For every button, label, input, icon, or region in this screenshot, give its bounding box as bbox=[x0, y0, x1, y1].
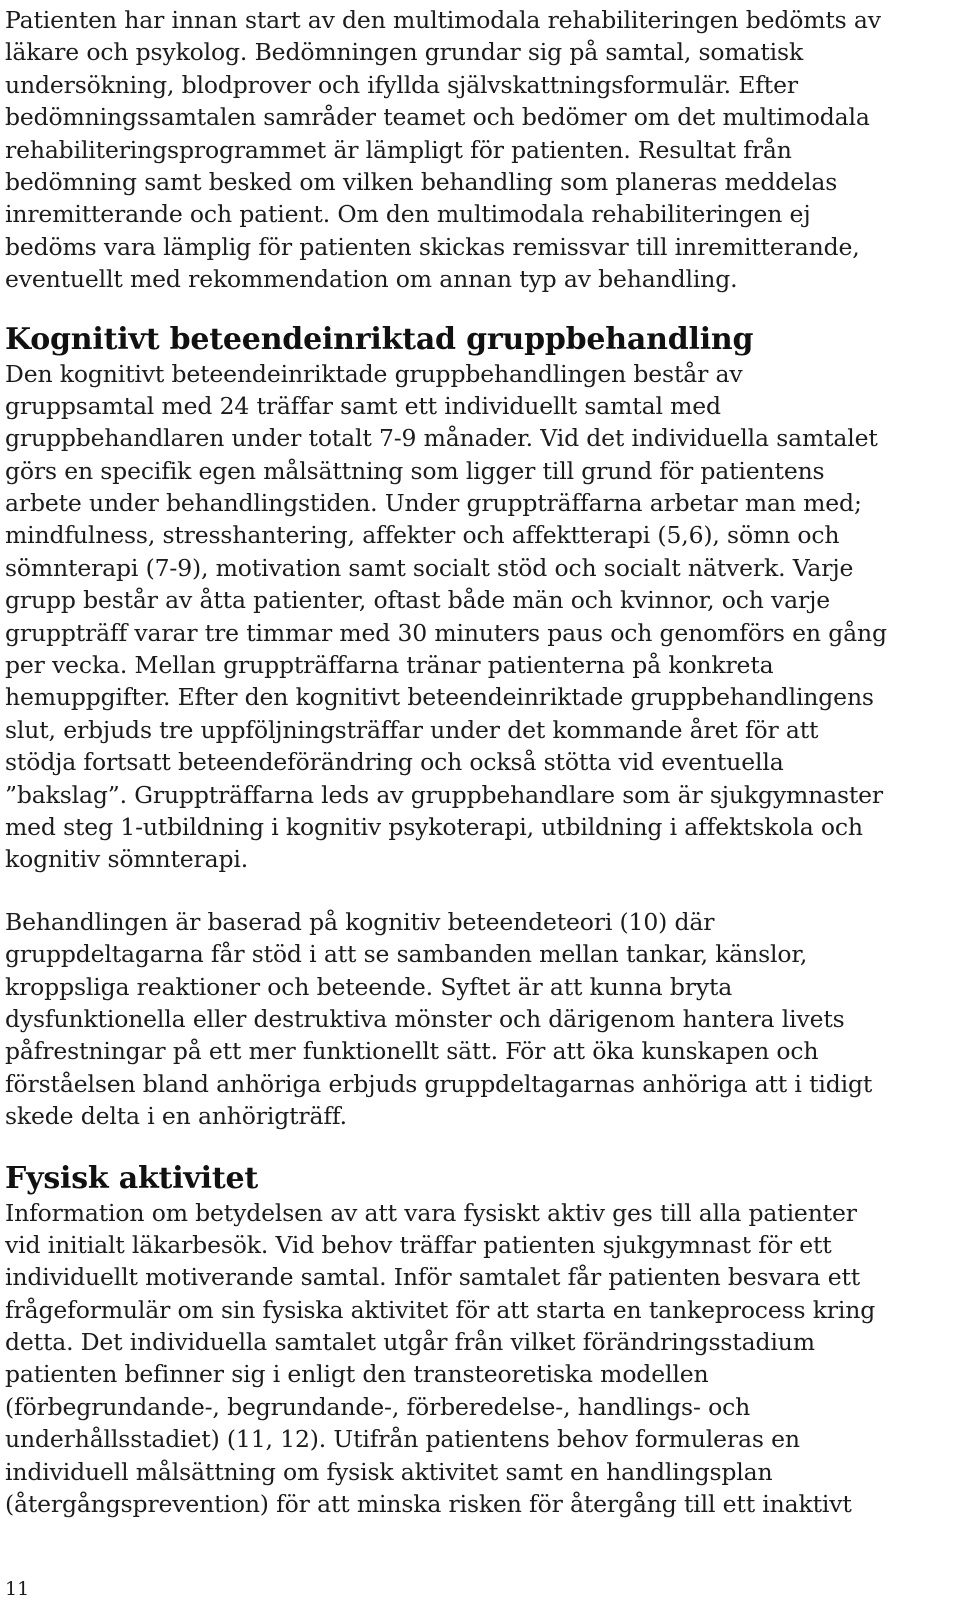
text-line: (förbegrundande-, begrundande-, förberedelse-, handlings- och bbox=[5, 1392, 751, 1421]
text-line: Behandlingen är baserad på kognitiv beteendeteori (10) där bbox=[5, 907, 715, 936]
text-line: kognitiv sömnterapi. bbox=[5, 845, 249, 874]
kbt-paragraph-2 bbox=[5, 906, 945, 1133]
text-line: läkare och psykolog. Bedömningen grundar sig på samtal, somatisk bbox=[5, 38, 804, 67]
fysisk-paragraph-1 bbox=[5, 1197, 945, 1521]
page-number: 11 bbox=[5, 1578, 30, 1600]
text-line: kroppsliga reaktioner och beteende. Syftet är att kunna bryta bbox=[5, 972, 733, 1001]
text-line: inremitterande och patient. Om den multimodala rehabiliteringen ej bbox=[5, 200, 811, 229]
text-line: grupp består av åtta patienter, oftast både män och kvinnor, och varje bbox=[5, 586, 831, 615]
text-line: vid initialt läkarbesök. Vid behov träffar patienten sjukgymnast för ett bbox=[5, 1230, 832, 1259]
text-line: med steg 1-utbildning i kognitiv psykoterapi, utbildning i affektskola och bbox=[5, 812, 863, 841]
document-page bbox=[5, 4, 945, 1520]
text-line: detta. Det individuella samtalet utgår från vilket förändringsstadium bbox=[5, 1328, 815, 1357]
text-line: förståelsen bland anhöriga erbjuds gruppdeltagarnas anhöriga att i tidigt bbox=[5, 1069, 873, 1098]
text-line: underhållsstadiet) (11, 12). Utifrån patientens behov formuleras en bbox=[5, 1425, 800, 1454]
text-line: bedöms vara lämplig för patienten skickas remissvar till inremitterande, bbox=[5, 232, 860, 261]
text-line: gruppsamtal med 24 träffar samt ett individuellt samtal med bbox=[5, 391, 721, 420]
text-line: eventuellt med rekommendation om annan typ av behandling. bbox=[5, 265, 738, 294]
text-line: hemuppgifter. Efter den kognitivt beteendeinriktade gruppbehandlingens bbox=[5, 683, 874, 712]
text-line: stödja fortsatt beteendeförändring och också stötta vid eventuella bbox=[5, 748, 784, 777]
kbt-paragraph-1 bbox=[5, 358, 945, 876]
section-heading-fysisk-aktivitet: Fysisk aktivitet bbox=[5, 1160, 259, 1196]
text-line: skede delta i en anhörigträff. bbox=[5, 1102, 347, 1131]
text-line: undersökning, blodprover och ifyllda självskattningsformulär. Efter bbox=[5, 70, 798, 99]
text-line: gruppträff varar tre timmar med 30 minuters paus och genomförs en gång bbox=[5, 618, 887, 647]
section-heading-kbt: Kognitivt beteendeinriktad gruppbehandling bbox=[5, 321, 754, 357]
text-line: påfrestningar på ett mer funktionellt sätt. För att öka kunskapen och bbox=[5, 1037, 819, 1066]
text-line: patienten befinner sig i enligt den transteoretiska modellen bbox=[5, 1360, 709, 1389]
text-line: mindfulness, stresshantering, affekter och affektterapi (5,6), sömn och bbox=[5, 521, 840, 550]
text-line: gruppbehandlaren under totalt 7-9 månader. Vid det individuella samtalet bbox=[5, 424, 878, 453]
intro-paragraph bbox=[5, 4, 945, 296]
text-line: arbete under behandlingstiden. Under gruppträffarna arbetar man med; bbox=[5, 489, 862, 518]
text-line: bedömningssamtalen samråder teamet och bedömer om det multimodala bbox=[5, 103, 870, 132]
text-line: per vecka. Mellan gruppträffarna tränar patienterna på konkreta bbox=[5, 651, 774, 680]
text-line: rehabiliteringsprogrammet är lämpligt för patienten. Resultat från bbox=[5, 135, 792, 164]
text-line: frågeformulär om sin fysiska aktivitet för att starta en tankeprocess kring bbox=[5, 1295, 876, 1324]
text-line: individuell målsättning om fysisk aktivitet samt en handlingsplan bbox=[5, 1457, 773, 1486]
text-line: bedömning samt besked om vilken behandling som planeras meddelas bbox=[5, 167, 838, 196]
text-line: Information om betydelsen av att vara fysiskt aktiv ges till alla patienter bbox=[5, 1198, 857, 1227]
text-line: Patienten har innan start av den multimodala rehabiliteringen bedömts av bbox=[5, 6, 881, 34]
text-line: slut, erbjuds tre uppföljningsträffar under det kommande året för att bbox=[5, 715, 819, 744]
text-line: Den kognitivt beteendeinriktade gruppbehandlingen består av bbox=[5, 359, 743, 388]
text-line: sömnterapi (7-9), motivation samt socialt stöd och socialt nätverk. Varje bbox=[5, 553, 854, 582]
text-line: dysfunktionella eller destruktiva mönster och därigenom hantera livets bbox=[5, 1004, 845, 1033]
text-line: gruppdeltagarna får stöd i att se sambanden mellan tankar, känslor, bbox=[5, 940, 808, 969]
text-line: (återgångsprevention) för att minska risken för återgång till ett inaktivt bbox=[5, 1490, 852, 1519]
text-line: ”bakslag”. Gruppträffarna leds av gruppbehandlare som är sjukgymnaster bbox=[5, 780, 884, 809]
text-line: individuellt motiverande samtal. Inför samtalet får patienten besvara ett bbox=[5, 1263, 861, 1292]
text-line: görs en specifik egen målsättning som ligger till grund för patientens bbox=[5, 456, 825, 485]
